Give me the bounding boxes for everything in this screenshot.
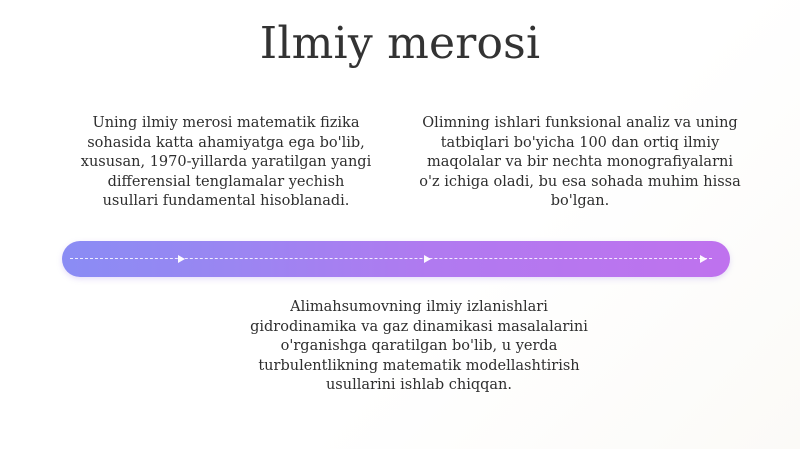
timeline-arrow-icon [700, 255, 707, 263]
timeline-dashed-line [70, 258, 712, 259]
timeline-bar [62, 241, 730, 277]
slide-title: Ilmiy merosi [259, 18, 541, 69]
paragraph-bottom-center: Alimahsumovning ilmiy izlanishlari gidrodinamika va gaz dinamikasi masalalarini o'rganishga qaratilgan bo'lib, u yerda turbulentlikning matematik modellashtirish usullarini ishlab chiqqan. [250, 299, 588, 393]
timeline-arrow-icon [178, 255, 185, 263]
paragraph-top-left: Uning ilmiy merosi matematik fizika sohasida katta ahamiyatga ega bo'lib, xususan, 1970-yillarda yaratilgan yangi differensial tenglamalar yechish usullari fundamental hisoblanadi. [80, 115, 372, 209]
paragraph-top-right: Olimning ishlari funksional analiz va uning tatbiqlari bo'yicha 100 dan ortiq ilmiy maqolalar va bir nechta monografiyalarni o'z ichiga oladi, bu esa sohada muhim hissa bo'lgan. [419, 115, 741, 209]
timeline-arrow-icon [424, 255, 431, 263]
